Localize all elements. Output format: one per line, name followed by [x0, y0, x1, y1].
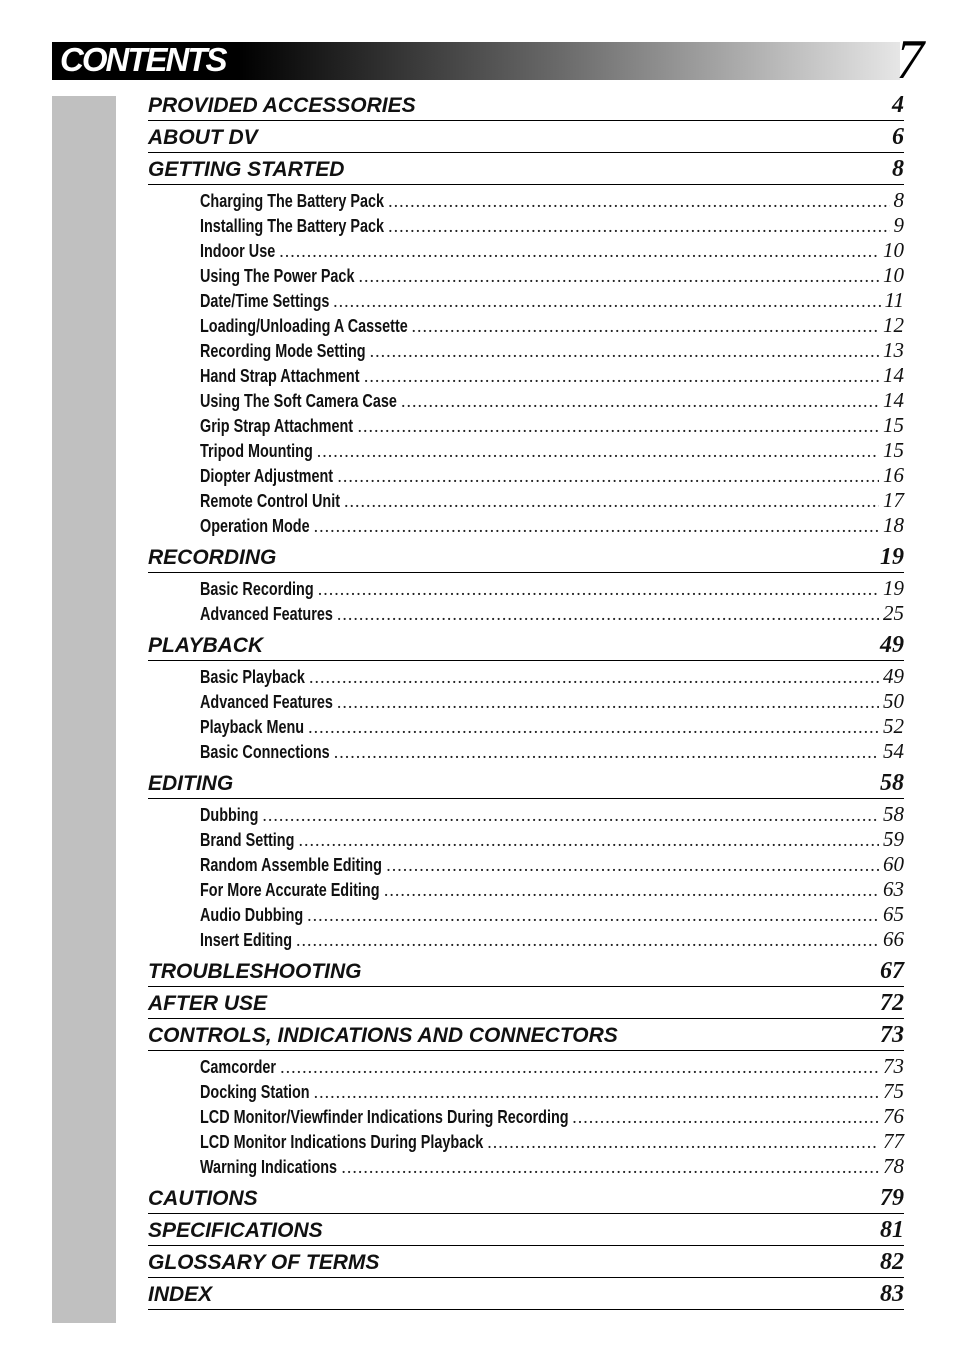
toc-entry[interactable]: [200, 1129, 904, 1154]
section-title: INDEX: [148, 1283, 213, 1306]
toc-entry[interactable]: [200, 438, 904, 463]
toc-entry[interactable]: [200, 313, 904, 338]
toc-entry[interactable]: [200, 513, 904, 538]
section-page-number: 8: [892, 156, 904, 182]
entry-title: Loading/Unloading A Cassette: [200, 316, 408, 336]
table-of-contents: [148, 89, 904, 1310]
entry-title: Dubbing: [200, 805, 259, 825]
section-title: CAUTIONS: [148, 1187, 258, 1210]
toc-entry[interactable]: [200, 927, 904, 952]
entry-page-number: 77: [883, 1129, 904, 1153]
entry-title: Warning Indications: [200, 1157, 338, 1177]
section-title: GLOSSARY OF TERMS: [148, 1251, 380, 1274]
toc-entry[interactable]: [200, 488, 904, 513]
entry-page-number: 14: [883, 363, 904, 387]
entry-title: Diopter Adjustment: [200, 466, 334, 486]
toc-entry[interactable]: [200, 413, 904, 438]
section-title: PLAYBACK: [148, 634, 264, 657]
toc-entry[interactable]: [200, 1154, 904, 1179]
entry-title: Operation Mode: [200, 516, 310, 536]
toc-entry[interactable]: [200, 288, 904, 313]
section-title: RECORDING: [148, 546, 277, 569]
toc-section-row[interactable]: [148, 155, 904, 185]
toc-entry[interactable]: [200, 802, 904, 827]
dot-leader: [370, 339, 879, 364]
entry-title: Installing The Battery Pack: [200, 216, 385, 236]
entry-page-number: 19: [883, 576, 904, 600]
dot-leader: [357, 414, 879, 439]
toc-section-row[interactable]: [148, 631, 904, 661]
entry-title: Hand Strap Attachment: [200, 366, 360, 386]
entry-page-number: 73: [883, 1054, 904, 1078]
entry-title: LCD Monitor/Viewfinder Indications During Recording: [200, 1107, 569, 1127]
toc-section-row[interactable]: [148, 1184, 904, 1214]
side-bar: [52, 96, 116, 1323]
dot-leader: [280, 1055, 879, 1080]
entry-title: Random Assemble Editing: [200, 855, 382, 875]
dot-leader: [333, 289, 880, 314]
entry-page-number: 8: [893, 188, 904, 212]
entry-title: Using The Power Pack: [200, 266, 355, 286]
dot-leader: [262, 803, 879, 828]
dot-leader: [314, 514, 879, 539]
section-page-number: 67: [880, 958, 904, 984]
entry-title: Advanced Features: [200, 692, 333, 712]
entry-title: Basic Connections: [200, 742, 330, 762]
toc-section-row[interactable]: [148, 1248, 904, 1278]
section-title: EDITING: [148, 772, 234, 795]
entry-page-number: 11: [884, 288, 904, 312]
entry-title: Brand Setting: [200, 830, 295, 850]
section-page-number: 6: [892, 124, 904, 150]
entry-page-number: 9: [893, 213, 904, 237]
section-page-number: 72: [880, 990, 904, 1016]
entry-page-number: 18: [883, 513, 904, 537]
toc-subentry-list: [148, 185, 904, 541]
dot-leader: [314, 1080, 879, 1105]
entry-page-number: 78: [883, 1154, 904, 1178]
toc-subentry-list: [148, 799, 904, 955]
entry-title: Docking Station: [200, 1082, 310, 1102]
section-page-number: 49: [880, 632, 904, 658]
entry-page-number: 50: [883, 689, 904, 713]
toc-section-row[interactable]: [148, 1280, 904, 1310]
entry-title: Tripod Mounting: [200, 441, 313, 461]
toc-section-row[interactable]: [148, 543, 904, 573]
toc-entry[interactable]: [200, 576, 904, 601]
entry-page-number: 65: [883, 902, 904, 926]
toc-section-row[interactable]: [148, 1021, 904, 1051]
entry-title: Playback Menu: [200, 717, 305, 737]
dot-leader: [341, 1155, 879, 1180]
dot-leader: [337, 464, 879, 489]
dot-leader: [279, 239, 879, 264]
entry-title: Recording Mode Setting: [200, 341, 366, 361]
entry-page-number: 52: [883, 714, 904, 738]
toc-subentry-list: [148, 661, 904, 767]
entry-page-number: 13: [883, 338, 904, 362]
entry-page-number: 25: [883, 601, 904, 625]
section-title: ABOUT DV: [148, 126, 258, 149]
entry-page-number: 66: [883, 927, 904, 951]
entry-title: LCD Monitor Indications During Playback: [200, 1132, 484, 1152]
entry-page-number: 75: [883, 1079, 904, 1103]
section-page-number: 4: [892, 92, 904, 118]
entry-page-number: 58: [883, 802, 904, 826]
entry-page-number: 10: [883, 263, 904, 287]
entry-title: Advanced Features: [200, 604, 333, 624]
section-title: PROVIDED ACCESSORIES: [148, 94, 416, 117]
dot-leader: [337, 690, 879, 715]
toc-entry[interactable]: [200, 902, 904, 927]
toc-entry[interactable]: [200, 213, 904, 238]
dot-leader: [572, 1105, 879, 1130]
toc-entry[interactable]: [200, 263, 904, 288]
dot-leader: [298, 828, 879, 853]
entry-title: Basic Recording: [200, 579, 314, 599]
entry-page-number: 17: [883, 488, 904, 512]
toc-entry[interactable]: [200, 689, 904, 714]
toc-section-row[interactable]: [148, 1216, 904, 1246]
toc-entry[interactable]: [200, 238, 904, 263]
dot-leader: [388, 189, 889, 214]
toc-section-row[interactable]: [148, 91, 904, 121]
entry-page-number: 12: [883, 313, 904, 337]
section-page-number: 58: [880, 770, 904, 796]
dot-leader: [359, 264, 879, 289]
dot-leader: [308, 715, 879, 740]
dot-leader: [388, 214, 889, 239]
toc-entry[interactable]: [200, 363, 904, 388]
entry-title: For More Accurate Editing: [200, 880, 380, 900]
toc-subentry-list: [148, 1051, 904, 1182]
section-page-number: 81: [880, 1217, 904, 1243]
dot-leader: [487, 1130, 879, 1155]
dot-leader: [309, 665, 879, 690]
entry-title: Using The Soft Camera Case: [200, 391, 397, 411]
toc-section-row[interactable]: [148, 123, 904, 153]
toc-section-row[interactable]: [148, 989, 904, 1019]
dot-leader: [386, 853, 879, 878]
toc-entry[interactable]: [200, 463, 904, 488]
section-page-number: 19: [880, 544, 904, 570]
entry-page-number: 15: [883, 413, 904, 437]
entry-title: Audio Dubbing: [200, 905, 304, 925]
section-title: AFTER USE: [148, 992, 268, 1015]
dot-leader: [384, 878, 879, 903]
toc-section-row[interactable]: [148, 769, 904, 799]
dot-leader: [364, 364, 879, 389]
section-title: GETTING STARTED: [148, 158, 345, 181]
toc-entry[interactable]: [200, 1079, 904, 1104]
section-page-number: 79: [880, 1185, 904, 1211]
dot-leader: [401, 389, 879, 414]
entry-page-number: 59: [883, 827, 904, 851]
toc-entry[interactable]: [200, 1054, 904, 1079]
entry-title: Insert Editing: [200, 930, 293, 950]
entry-page-number: 16: [883, 463, 904, 487]
toc-section-row[interactable]: [148, 957, 904, 987]
section-title: TROUBLESHOOTING: [148, 960, 362, 983]
section-page-number: 83: [880, 1281, 904, 1307]
dot-leader: [337, 602, 879, 627]
dot-leader: [411, 314, 879, 339]
dot-leader: [296, 928, 879, 953]
entry-title: Date/Time Settings: [200, 291, 330, 311]
entry-page-number: 60: [883, 852, 904, 876]
entry-page-number: 14: [883, 388, 904, 412]
section-page-number: 73: [880, 1022, 904, 1048]
entry-title: Charging The Battery Pack: [200, 191, 385, 211]
entry-page-number: 49: [883, 664, 904, 688]
dot-leader: [317, 439, 879, 464]
entry-page-number: 10: [883, 238, 904, 262]
toc-entry[interactable]: [200, 852, 904, 877]
toc-subentry-list: [148, 573, 904, 629]
toc-entry[interactable]: [200, 601, 904, 626]
section-title: SPECIFICATIONS: [148, 1219, 323, 1242]
page-number: 7: [896, 29, 924, 91]
toc-entry[interactable]: [200, 714, 904, 739]
entry-page-number: 76: [883, 1104, 904, 1128]
entry-title: Indoor Use: [200, 241, 276, 261]
dot-leader: [344, 489, 879, 514]
dot-leader: [307, 903, 879, 928]
toc-entry[interactable]: [200, 739, 904, 764]
toc-entry[interactable]: [200, 877, 904, 902]
entry-title: Camcorder: [200, 1057, 277, 1077]
toc-entry[interactable]: [200, 188, 904, 213]
dot-leader: [318, 577, 879, 602]
toc-entry[interactable]: [200, 827, 904, 852]
entry-page-number: 54: [883, 739, 904, 763]
page-title: CONTENTS: [60, 41, 226, 78]
section-page-number: 82: [880, 1249, 904, 1275]
entry-title: Grip Strap Attachment: [200, 416, 354, 436]
entry-title: Basic Playback: [200, 667, 305, 687]
toc-entry[interactable]: [200, 338, 904, 363]
section-title: CONTROLS, INDICATIONS AND CONNECTORS: [148, 1024, 618, 1047]
dot-leader: [334, 740, 879, 765]
entry-page-number: 15: [883, 438, 904, 462]
toc-entry[interactable]: [200, 1104, 904, 1129]
toc-entry[interactable]: [200, 388, 904, 413]
entry-title: Remote Control Unit: [200, 491, 340, 511]
toc-entry[interactable]: [200, 664, 904, 689]
entry-page-number: 63: [883, 877, 904, 901]
